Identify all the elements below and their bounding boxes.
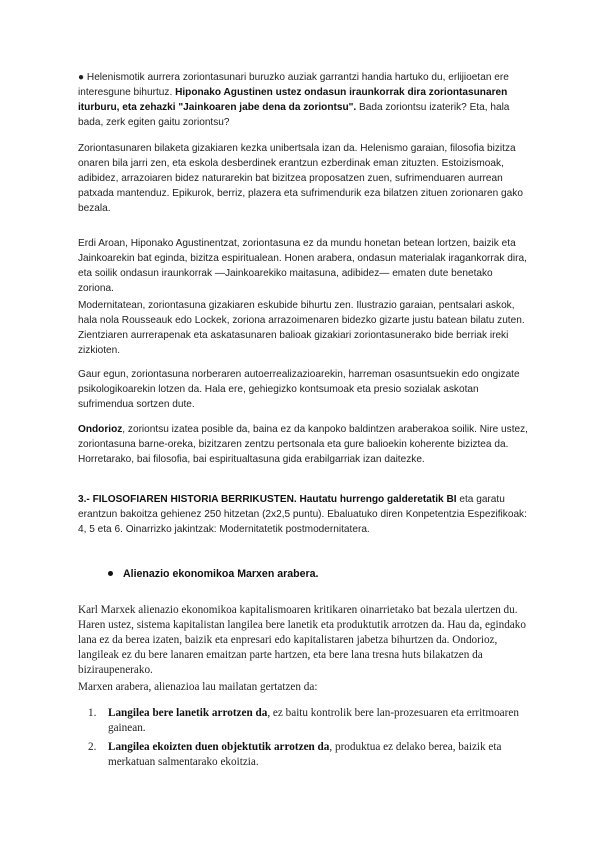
paragraph-bold-text: Ondorioz — [78, 424, 123, 435]
list-item-bold: Langilea ekoizten duen objektutik arrotzen da — [108, 741, 330, 753]
paragraph-happiness-search: Zoriontasunaren bilaketa gizakiaren kezka unibertsala izan da. Helenismo garaian, filosofia bizitza onaren bila jarri zen, eta eskola desberdinek erantzun ezberdinak eman zituzten. Estoizismoak, adibidez, arrazoiaren bidez naturarekin bat bizitzea proposatzen zuen, sufrimenduaren aurrean patxada mantenduz. Epikurok, berriz, plazera eta sufrimendurik eza bilatzen zituen zorionaren gako bezala. — [78, 143, 523, 214]
paragraph-text: Bada zoriontsu izaterik? Eta, hala bada, zerk egiten gaitu zoriontsu? — [78, 102, 510, 128]
paragraph-text: , zoriontsu izatea posible da, baina ez da kanpoko baldintzen araberakoa soilik. Nire ustez, zoriontasuna barne-oreka, bizitzaren zentzu pertsonala eta gure balioekin koherente biziztea da. Horretarako, bai filosofia, bai espiritualtasuna gida erabilgarriak izan daitezke. — [78, 424, 528, 465]
bullet-heading-text: Alienazio ekonomikoa Marxen arabera. — [123, 568, 319, 580]
paragraph-text: ● Helenismotik aurrera zoriontasunari buruzko auziak garrantzi handia hartuko du, erlijioetan ere interesgune bihurtuz. — [78, 72, 509, 98]
paragraph-marx-levels: Marxen arabera, alienazioa lau mailatan gertatzen da: — [78, 681, 318, 693]
paragraph-text: eta garatu erantzun bakoitza gehienez 250 hitzetan (2x2,5 puntu). Ebaluatuko diren Konpetentzia Espezifikoak: 4, 5 eta 6. Oinarrizko jakintzak: Modernitatetik postmodernitatera. — [78, 494, 527, 535]
list-item-text: , ez baitu kontrolik bere lan-prozesuaren eta erritmoaren gainean. — [108, 707, 519, 734]
list-number: 1. — [88, 707, 97, 719]
list-item-bold: Langilea bere lanetik arrotzen da — [108, 707, 268, 719]
paragraph-marx-intro: Karl Marxek alienazio ekonomikoa kapitalismoaren kritikaren oinarrietako bat bezala ulertzen du. Haren ustez, sistema kapitalistan langilea bere lanetik eta produktutik arrotzen da. Hau da, egindako lana ez da berea izaten, baizik eta enpresari edo kapitalistaren jabetza bihurtzen da. Ondorioz, langileak ez du bere lanaren emaitzan parte hartzen, eta bere lana tresna huts bilakatzen da biziraupenerako. — [78, 604, 526, 676]
bullet-heading — [108, 568, 318, 580]
section-heading: 3.- FILOSOFIAREN HISTORIA BERRIKUSTEN. Hautatu hurrengo galderetatik BI — [78, 494, 457, 505]
paragraph-section-3 — [78, 492, 530, 537]
list-number: 2. — [88, 741, 97, 753]
paragraph-middle-ages: Erdi Aroan, Hiponako Agustinentzat, zoriontasuna ez da mundu honetan betean lortzen, baizik eta Jainkoarekin bat eginda, bizitza espiritualean. Honen arabera, ondasun materialak iragankorrak dira, eta soilik ondasun iraunkorrak —Jainkoarekiko maitasuna, adibidez— ematen dute benetako zoriona. — [78, 238, 527, 294]
alienation-list — [78, 706, 534, 774]
list-item-text: , produktua ez delako berea, baizik eta merkatuan salmentarako ekoitzia. — [108, 741, 502, 768]
paragraph-bold-text: Hiponako Agustinen ustez ondasun iraunkorrak dira zoriontasunaren iturburu, eta zehazki "Jainkoaren jabe dena da zoriontsu". — [78, 87, 508, 113]
paragraph-modernity: Modernitatean, zoriontasuna gizakiaren eskubide bihurtu zen. Ilustrazio garaian, pentsalari askok, hala nola Rousseauk edo Lockek, zoriona arrazoimenaren bidezko gizarte justu batean bilatu zuten. Zientziaren aurrerapenak eta askatasunaren balioak gizakiari zoriontasunerako bide berriak ireki zizkioten. — [78, 300, 525, 356]
list-item — [78, 740, 534, 770]
paragraph-conclusion — [78, 422, 530, 467]
paragraph-helenism — [78, 70, 530, 130]
bullet-icon — [108, 571, 113, 576]
list-item — [78, 706, 534, 736]
paragraph-today: Gaur egun, zoriontasuna norberaren autoerrealizazioarekin, harreman osasuntsuekin edo ongizate psikologikoarekin lotzen da. Hala ere, gehiegizko kontsumoak eta presio sozialak askotan sufrimendua sortzen dute. — [78, 369, 520, 410]
